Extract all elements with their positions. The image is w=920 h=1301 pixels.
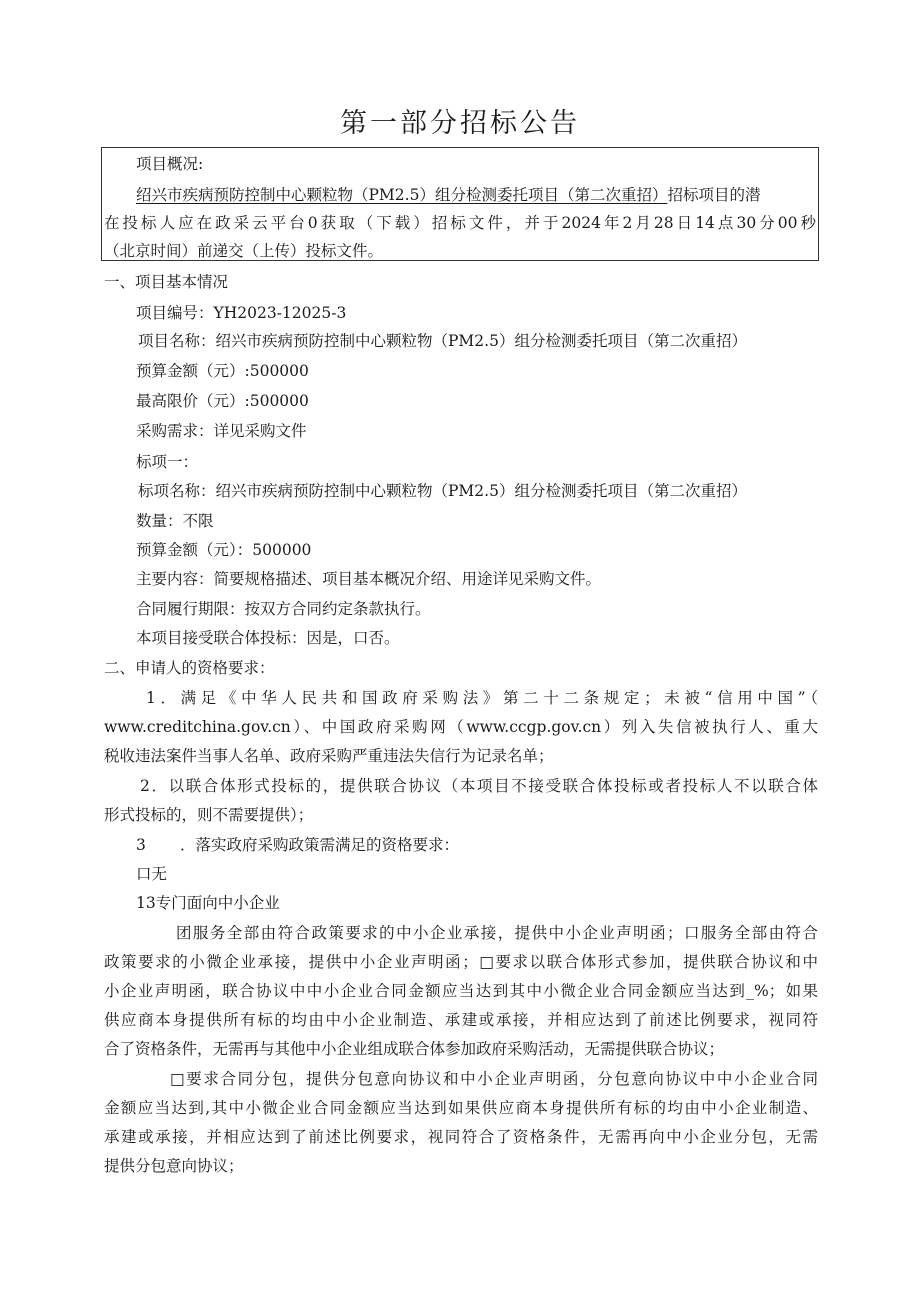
- lot-budget: 预算金额（元）：500000: [136, 541, 312, 559]
- section-2-heading: 二、申请人的资格要求：: [104, 659, 275, 677]
- requirement-3-number: 3: [136, 836, 146, 854]
- lot-name: 标项名称：绍兴市疾病预防控制中心颗粒物（PM2.5）组分检测委托项目（第二次重招）: [138, 482, 747, 500]
- requirement-2-line-1: 2．以联合体形式投标的，提供联合协议（本项目不接受联合体投标或者投标人不以联合体: [140, 777, 818, 795]
- sme-paragraph-line-4: 供应商本身提供所有标的均由中小企业制造、承建或承接，并相应达到了前述比例要求，视同符: [104, 1011, 818, 1029]
- project-number: 项目编号：YH2023-12025-3: [136, 304, 347, 322]
- subcontract-paragraph-line-4: 提供分包意向协议；: [104, 1157, 244, 1175]
- sme-paragraph-line-1: 团服务全部由符合政策要求的中小企业承接，提供中小企业声明函；口服务全部由符合: [176, 924, 818, 942]
- requirement-1-line-2: www.creditchina.gov.cn）、中国政府采购网（www.ccgp.gov.cn）列入失信被执行人、重大: [104, 718, 818, 736]
- page-title: 第一部分招标公告: [340, 108, 580, 139]
- overview-line-2: 在投标人应在政采云平台0获取（下载）招标文件，并于2024年2月28日14点30分00秒: [104, 214, 816, 232]
- requirement-3-text: ．落实政府采购政策需满足的资格要求：: [180, 836, 460, 854]
- procurement-demand: 采购需求：详见采购文件: [136, 422, 307, 440]
- consortium-acceptance: 本项目接受联合体投标：因是，口否。: [136, 629, 400, 647]
- main-content: 主要内容：简要规格描述、项目基本概况介绍、用途详见采购文件。: [136, 570, 602, 588]
- project-name: 项目名称：绍兴市疾病预防控制中心颗粒物（PM2.5）组分检测委托项目（第二次重招）: [138, 332, 747, 350]
- sme-paragraph-line-2: 政策要求的小微企业承接，提供中小企业声明函；□要求以联合体形式参加，提供联合协议和中: [104, 953, 818, 971]
- project-title-link: 绍兴市疾病预防控制中心颗粒物（PM2.5）组分检测委托项目（第二次重招）: [136, 186, 668, 204]
- requirement-1-line-1: 1．满足《中华人民共和国政府采购法》第二十二条规定；未被“信用中国”（: [146, 689, 818, 707]
- option-none: 口无: [136, 865, 168, 883]
- budget-amount: 预算金额（元）:500000: [136, 362, 309, 380]
- requirement-2-line-2: 形式投标的，则不需要提供）；: [104, 806, 314, 824]
- option-sme-only: 13专门面向中小企业: [136, 894, 280, 912]
- overview-heading: 项目概况:: [136, 155, 204, 173]
- sme-paragraph-line-3: 小企业声明函，联合协议中中小企业合同金额应当达到其中小微企业合同金额应当达到_%；如果: [104, 982, 818, 1000]
- overview-line-1-rest: 招标项目的潜: [667, 186, 761, 204]
- lot-heading: 标项一：: [136, 453, 199, 471]
- max-price: 最高限价（元）:500000: [136, 392, 309, 410]
- sme-paragraph-line-5: 合了资格条件，无需再与其他中小企业组成联合体参加政府采购活动，无需提供联合协议；: [104, 1040, 725, 1058]
- section-1-heading: 一、项目基本情况: [104, 273, 229, 291]
- requirement-1-line-3: 税收违法案件当事人名单、政府采购严重违法失信行为记录名单；: [104, 747, 554, 765]
- subcontract-paragraph-line-1: □要求合同分包，提供分包意向协议和中小企业声明函，分包意向协议中中小企业合同: [170, 1070, 818, 1088]
- subcontract-paragraph-line-2: 金额应当达到,其中小微企业合同金额应当达到如果供应商本身提供所有标的均由中小企业制造、: [104, 1099, 818, 1117]
- subcontract-paragraph-line-3: 承建或承接，并相应达到了前述比例要求，视同符合了资格条件，无需再向中小企业分包，无需: [104, 1128, 818, 1146]
- overview-line-1: [136, 184, 816, 206]
- contract-period: 合同履行期限：按双方合同约定条款执行。: [136, 600, 431, 618]
- lot-quantity: 数量：不限: [136, 512, 214, 530]
- overview-line-3: （北京时间）前递交（上传）投标文件。: [104, 242, 384, 260]
